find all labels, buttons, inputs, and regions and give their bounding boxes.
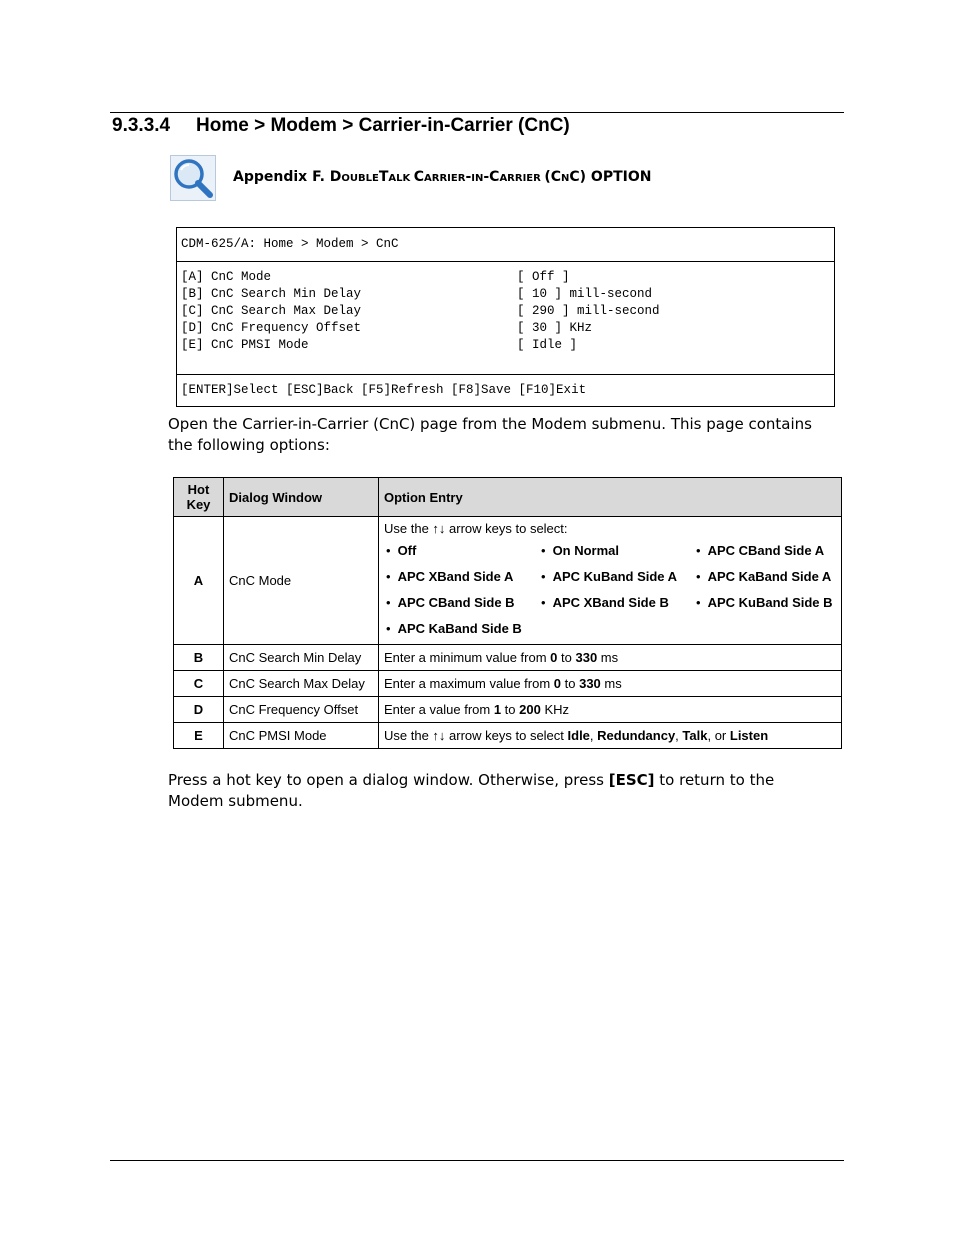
dialog-cell: CnC Frequency Offset [224,697,379,723]
terminal-row-value: [ 10 ] mill-second [517,287,653,301]
terminal-row-label: [A] CnC Mode [181,270,272,284]
header-option-entry: Option Entry [379,478,842,517]
terminal-row-value: [ 290 ] mill-second [517,304,660,318]
option-cell: Enter a minimum value from 0 to 330 ms [379,645,842,671]
list-item: • Off [384,538,539,564]
terminal-screen [176,227,835,407]
list-item: • APC XBand Side A [384,564,539,590]
terminal-row-e[interactable] [181,338,578,352]
appendix-title-part: T [378,169,389,185]
appendix-title-part: N [561,173,570,184]
appendix-title-part: - [483,169,490,185]
magnifier-icon [170,155,216,201]
mode-options-list [384,538,836,642]
hot-key-cell: D [174,697,224,723]
appendix-title-part: IN [471,173,484,184]
appendix-title-part: C [413,169,425,185]
esc-key-label: [ESC] [608,771,655,789]
list-item: • On Normal [539,538,694,564]
appendix-prefix: Appendix F. [233,169,330,185]
list-item: • APC KaBand Side A [694,564,834,590]
terminal-row-label: [D] CnC Frequency Offset [181,321,362,335]
terminal-divider [177,261,834,262]
hot-key-cell: A [174,517,224,645]
terminal-row-value: [ Off ] [517,270,570,284]
option-cell: Enter a maximum value from 0 to 330 ms [379,671,842,697]
terminal-row-c[interactable] [181,304,660,318]
option-intro: Use the ↑↓ arrow keys to select: [384,521,568,536]
header-dialog-window: Dialog Window [224,478,379,517]
terminal-row-d[interactable] [181,321,593,335]
table-row [174,517,842,645]
appendix-title-part: ARRIER [499,173,545,184]
section-heading [112,115,570,137]
terminal-row-label: [E] CnC PMSI Mode [181,338,309,352]
appendix-title-part: C [489,169,500,185]
list-item: • APC XBand Side B [539,590,694,616]
list-item: • APC KuBand Side A [539,564,694,590]
appendix-title-part: - [465,169,472,185]
dialog-cell: CnC PMSI Mode [224,723,379,749]
terminal-row-value: [ Idle ] [517,338,578,352]
hot-key-cell: C [174,671,224,697]
appendix-title-part: ARRIER [424,173,466,184]
bottom-rule [110,1160,844,1161]
option-cell: Use the ↑↓ arrow keys to select Idle, Redundancy, Talk, or Listen [379,723,842,749]
section-number: 9.3.3.4 [112,115,171,136]
header-hot-key: Hot Key [174,478,224,517]
dialog-cell: CnC Mode [224,517,379,645]
dialog-cell: CnC Search Min Delay [224,645,379,671]
terminal-row-a[interactable] [181,270,570,284]
terminal-row-value: [ 30 ] KHz [517,321,593,335]
appendix-title-part: C) OPTION [569,169,652,185]
terminal-row-label: [C] CnC Search Max Delay [181,304,362,318]
appendix-title-part: D [329,169,342,185]
list-item: • APC KuBand Side B [694,590,834,616]
top-rule [110,112,844,113]
dialog-cell: CnC Search Max Delay [224,671,379,697]
terminal-key-legend: [ENTER]Select [ESC]Back [F5]Refresh [F8]Save [F10]Exit [181,383,587,397]
list-item: • APC CBand Side B [384,590,539,616]
table-row [174,645,842,671]
appendix-title [330,169,652,185]
option-cell: Enter a value from 1 to 200 KHz [379,697,842,723]
terminal-row-b[interactable] [181,287,653,301]
list-item: • APC CBand Side A [694,538,834,564]
options-table [173,477,842,749]
appendix-title-part: ALK [388,173,414,184]
terminal-row-label: [B] CnC Search Min Delay [181,287,362,301]
hot-key-cell: B [174,645,224,671]
list-item: • APC KaBand Side B [384,616,539,642]
table-row [174,671,842,697]
outro-paragraph: Press a hot key to open a dialog window. Otherwise, press [ESC] to return to the Modem submenu. [168,771,775,810]
intro-paragraph: Open the Carrier-in-Carrier (CnC) page from the Modem submenu. This page contains the following options: [168,415,812,454]
hot-key-cell: E [174,723,224,749]
appendix-reference[interactable] [233,169,651,185]
section-title: Home > Modem > Carrier-in-Carrier (CnC) [196,115,570,136]
appendix-title-part: (C [544,169,561,185]
table-header-row [174,478,842,517]
terminal-divider [177,374,834,375]
terminal-title: CDM-625/A: Home > Modem > CnC [181,237,399,251]
table-row [174,723,842,749]
table-row [174,697,842,723]
appendix-title-part: OUBLE [341,173,379,184]
option-cell [379,517,842,645]
